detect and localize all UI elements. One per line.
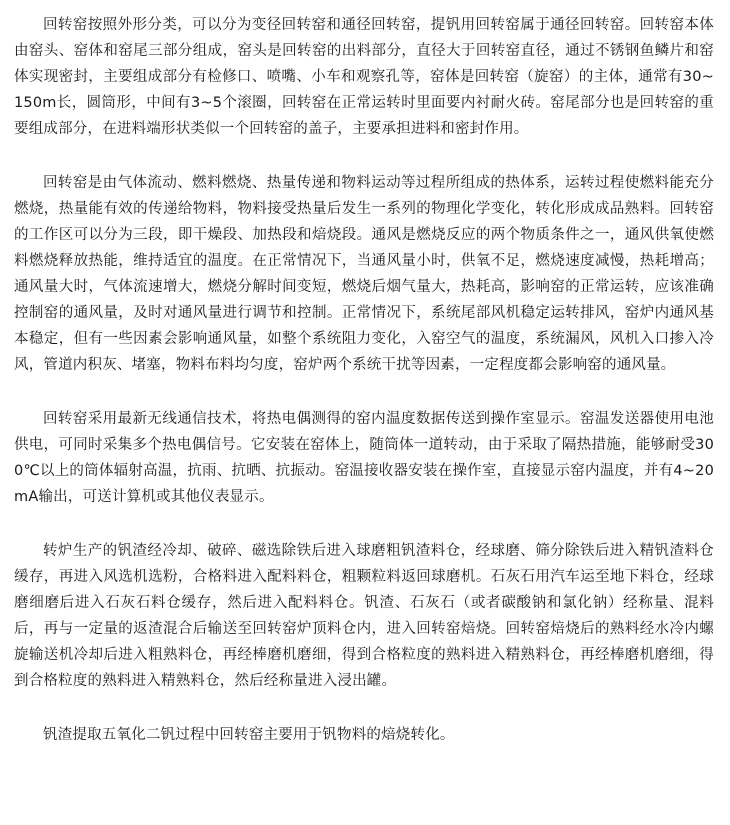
paragraph-kiln-temperature-monitoring: 回转窑采用最新无线通信技术，将热电偶测得的窑内温度数据传送到操作室显示。窑温发送器使用电池供电，可同时采集多个热电偶信号。它安装在窑体上，随筒体一道转动，由于采取了隔热措施，能够耐受300℃以上的筒体辐射高温，抗雨、抗晒、抗振动。窑温接收器安装在操作室，直接显示窑内温度，并有4~20mA输出，可送计算机或其他仪表显示。: [14, 411, 714, 505]
paragraph-kiln-thermal-process: 回转窑是由气体流动、燃料燃烧、热量传递和物料运动等过程所组成的热体系，运转过程使燃料能充分燃烧，热量能有效的传递给物料，物料接受热量后发生一系列的物理化学变化，转化形成成品熟料。回转窑的工作区可以分为三段，即干燥段、加热段和焙烧段。通风是燃烧反应的两个物质条件之一，通风供氧使燃料燃烧释放热能，维持适宜的温度。在正常情况下，当通风量小时，供氧不足，燃烧速度减慢，热耗增高；通风量大时，气体流速增大，燃烧分解时间变短，燃烧后烟气量大，热耗高，影响窑的正常运转，应该准确控制窑的通风量，及时对通风量进行调节和控制。正常情况下，系统尾部风机稳定运转排风，窑炉内通风基本稳定，但有一些因素会影响通风量，如整个系统阻力变化，入窑空气的温度，系统漏风，风机入口掺入冷风，管道内积灰、堵塞，物料布料均匀度，窑炉两个系统干扰等因素，一定程度都会影响窑的通风量。: [14, 175, 714, 373]
article-body: [14, 12, 714, 748]
paragraph-production-flow: 转炉生产的钒渣经冷却、破碎、磁选除铁后进入球磨粗钒渣料仓，经球磨、筛分除铁后进入精钒渣料仓缓存，再进入风选机选粉，合格料进入配料料仓，粗颗粒料返回球磨机。石灰石用汽车运至地下料仓，经球磨细磨后进入石灰石料仓缓存，然后进入配料料仓。钒渣、石灰石（或者碳酸钠和氯化钠）经称量、混料后，再与一定量的返渣混合后输送至回转窑炉顶料仓内，进入回转窑焙烧。回转窑焙烧后的熟料经水冷内螺旋输送机冷却后进入粗熟料仓，再经棒磨机磨细，得到合格粒度的熟料进入精熟料仓，再经棒磨机磨细，得到合格粒度的熟料进入精熟料仓，然后经称量进入浸出罐。: [14, 543, 714, 689]
paragraph-kiln-structure: 回转窑按照外形分类，可以分为变径回转窑和通径回转窑，提钒用回转窑属于通径回转窑。回转窑本体由窑头、窑体和窑尾三部分组成，窑头是回转窑的出料部分，直径大于回转窑直径，通过不锈钢鱼鳞片和窑体实现密封，主要组成部分有检修口、喷嘴、小车和观察孔等，窑体是回转窑（旋窑）的主体，通常有30~150m长，圆筒形，中间有3~5个滚圈，回转窑在正常运转时里面要内衬耐火砖。窑尾部分也是回转窑的重要组成部分，在进料端形状类似一个回转窑的盖子，主要承担进料和密封作用。: [14, 17, 714, 137]
paragraph-conclusion: 钒渣提取五氧化二钒过程中回转窑主要用于钒物料的焙烧转化。: [43, 727, 455, 743]
